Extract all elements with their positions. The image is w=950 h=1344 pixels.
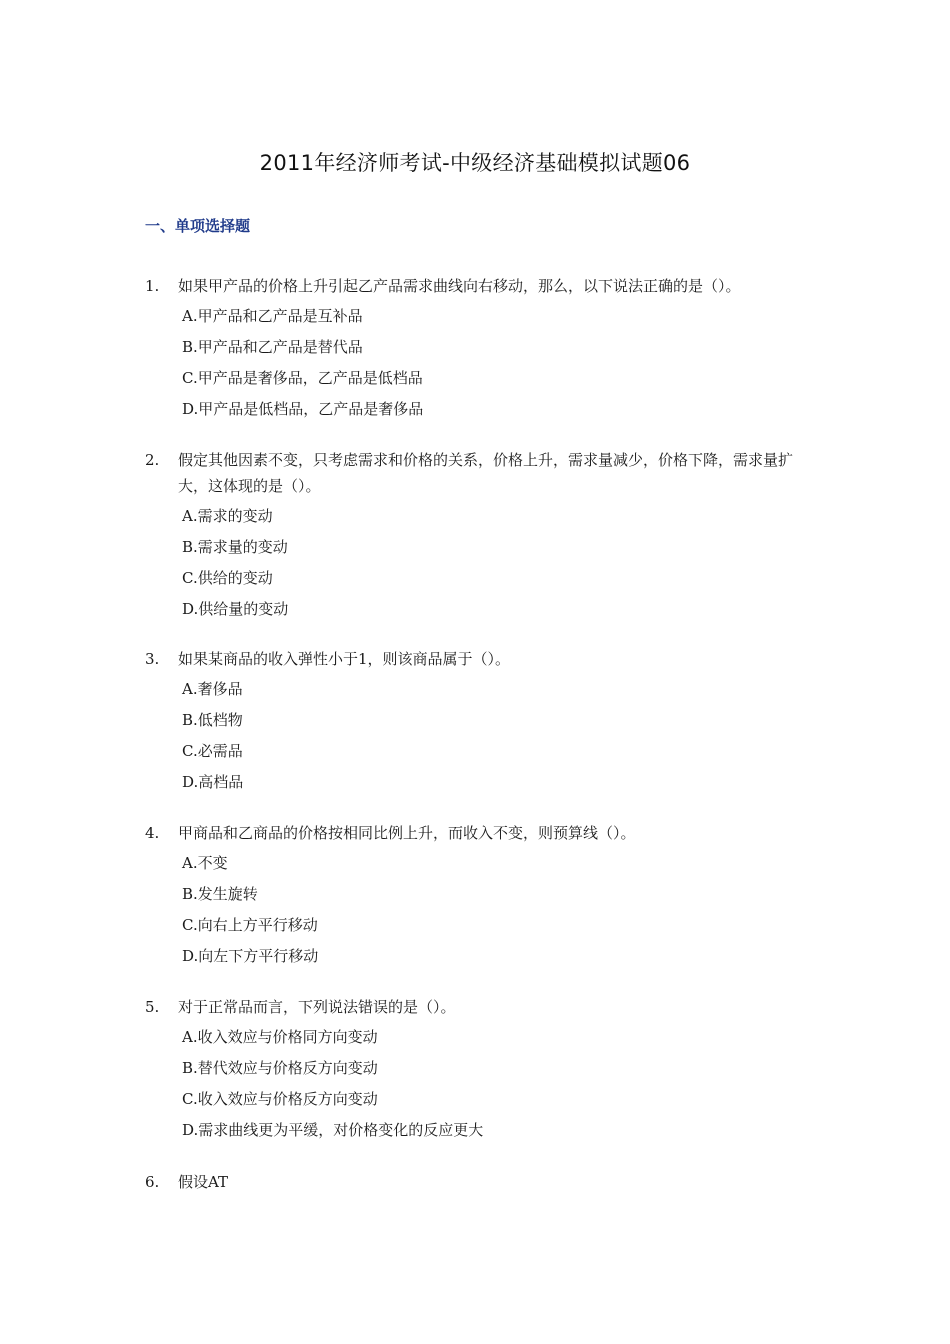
question-stem: 甲商品和乙商品的价格按相同比例上升，而收入不变，则预算线（）。 — [178, 824, 636, 842]
question-3 — [145, 646, 825, 798]
option-list — [182, 848, 825, 972]
question-stem: 假设AT — [178, 1173, 229, 1191]
question-stem: 如果甲产品的价格上升引起乙产品需求曲线向右移动，那么，以下说法正确的是（）。 — [178, 277, 741, 295]
option-a: A.不变 — [182, 854, 228, 872]
option-b: B.低档物 — [182, 711, 243, 729]
option-d: D.甲产品是低档品，乙产品是奢侈品 — [182, 400, 424, 418]
option-list — [182, 1022, 825, 1146]
option-a: A.甲产品和乙产品是互补品 — [182, 307, 363, 325]
option-b: B.甲产品和乙产品是替代品 — [182, 338, 363, 356]
question-number: 4. — [145, 824, 160, 842]
question-number: 1. — [145, 277, 160, 295]
document-title: 2011年经济师考试-中级经济基础模拟试题06 — [259, 151, 691, 175]
question-number: 5. — [145, 998, 160, 1016]
option-b: B.需求量的变动 — [182, 538, 288, 556]
question-4 — [145, 820, 825, 972]
option-list — [182, 501, 825, 625]
option-d: D.需求曲线更为平缓，对价格变化的反应更大 — [182, 1121, 484, 1139]
option-d: D.向左下方平行移动 — [182, 947, 319, 965]
option-c: C.供给的变动 — [182, 569, 273, 587]
question-stem: 如果某商品的收入弹性小于1，则该商品属于（）。 — [178, 650, 511, 668]
question-6 — [145, 1169, 825, 1195]
option-a: A.需求的变动 — [182, 507, 273, 525]
option-a: A.收入效应与价格同方向变动 — [182, 1028, 378, 1046]
option-c: C.甲产品是奢侈品，乙产品是低档品 — [182, 369, 423, 387]
question-5 — [145, 994, 825, 1146]
question-stem: 对于正常品而言，下列说法错误的是（）。 — [178, 998, 456, 1016]
question-stem: 假定其他因素不变，只考虑需求和价格的关系，价格上升，需求量减少，价格下降，需求量扩大，这体现的是（）。 — [178, 451, 794, 495]
option-b: B.替代效应与价格反方向变动 — [182, 1059, 378, 1077]
option-list — [182, 674, 825, 798]
option-b: B.发生旋转 — [182, 885, 258, 903]
option-list — [182, 301, 825, 425]
option-a: A.奢侈品 — [182, 680, 243, 698]
question-2 — [145, 447, 825, 625]
question-1 — [145, 273, 825, 425]
option-d: D.供给量的变动 — [182, 600, 289, 618]
question-number: 3. — [145, 650, 160, 668]
option-d: D.高档品 — [182, 773, 244, 791]
question-number: 6. — [145, 1173, 160, 1191]
section-heading: 一、单项选择题 — [145, 217, 251, 235]
question-number: 2. — [145, 451, 160, 469]
option-c: C.必需品 — [182, 742, 243, 760]
option-c: C.向右上方平行移动 — [182, 916, 318, 934]
option-c: C.收入效应与价格反方向变动 — [182, 1090, 378, 1108]
